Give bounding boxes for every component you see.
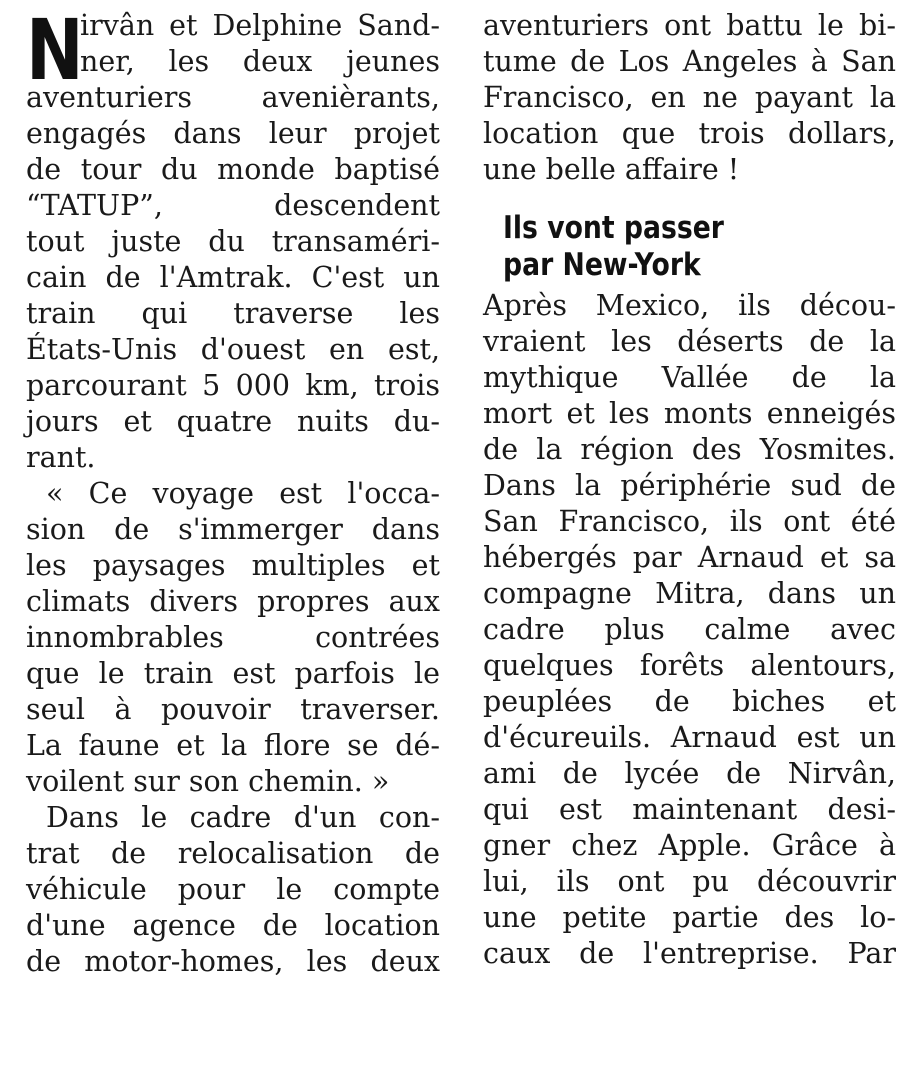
text-line: hébergés par Arnaud et sa [483, 541, 896, 574]
text-line: les paysages multiples et [26, 549, 440, 582]
section-heading [503, 210, 896, 284]
text-line: irvân et Delphine Sand- [80, 9, 440, 42]
text-line: tume de Los Angeles à San [483, 45, 896, 78]
text-line: voilent sur son chemin. » [26, 765, 390, 798]
text-line: compagne Mitra, dans un [483, 577, 896, 610]
text-line: de la région des Yosmites. [483, 433, 896, 466]
text-line: aventuriers ont battu le bi- [483, 9, 896, 42]
text-line: peuplées de biches et [483, 685, 896, 718]
paragraph-continuation [483, 8, 896, 188]
paragraph-relocation [26, 800, 440, 980]
text-line: d'une agence de location [26, 909, 440, 942]
text-line: caux de l'entreprise. Par [483, 937, 896, 970]
text-line: vraient les déserts de la [483, 325, 896, 358]
text-line: San Francisco, ils ont été [483, 505, 896, 538]
text-line: train qui traverse les [26, 297, 440, 330]
text-line: Après Mexico, ils décou- [483, 289, 896, 322]
text-line: Dans la périphérie sud de [483, 469, 896, 502]
heading-line: par New-York [503, 247, 701, 283]
text-line: cain de l'Amtrak. C'est un [26, 261, 440, 294]
text-line: mort et les monts enneigés [483, 397, 896, 430]
text-line: une petite partie des lo- [483, 901, 896, 934]
text-line: trat de relocalisation de [26, 837, 440, 870]
text-line: ami de lycée de Nirvân, [483, 757, 896, 790]
text-line: Dans le cadre d'un con- [46, 801, 440, 834]
text-line: Francisco, en ne payant la [483, 81, 896, 114]
paragraph-intro [26, 1, 440, 476]
drop-cap: N [26, 1, 84, 99]
text-line: jours et quatre nuits du- [26, 405, 440, 438]
text-line: de motor-homes, les deux [26, 945, 440, 978]
text-line: une belle affaire ! [483, 153, 740, 186]
text-line: lui, ils ont pu découvrir [483, 865, 896, 898]
text-line: « Ce voyage est l'occa- [46, 477, 440, 510]
left-column [26, 1, 440, 980]
text-line: sion de s'immerger dans [26, 513, 440, 546]
text-line: que le train est parfois le [26, 657, 440, 690]
right-column [483, 8, 896, 972]
text-line: quelques forêts alentours, [483, 649, 896, 682]
text-line: innombrables contrées [26, 621, 440, 654]
text-line: gner chez Apple. Grâce à [483, 829, 896, 862]
text-line: La faune et la flore se dé- [26, 729, 440, 762]
text-line: location que trois dollars, [483, 117, 896, 150]
text-line: tout juste du transaméri- [26, 225, 440, 258]
text-line: ner, les deux jeunes [80, 45, 440, 78]
text-line: de tour du monde baptisé [26, 153, 440, 186]
heading-line: Ils vont passer [503, 210, 724, 246]
paragraph-travels [483, 288, 896, 972]
text-line: engagés dans leur projet [26, 117, 440, 150]
text-line: d'écureuils. Arnaud est un [483, 721, 896, 754]
text-line: climats divers propres aux [26, 585, 440, 618]
text-line: rant. [26, 441, 96, 474]
text-line: États-Unis d'ouest en est, [26, 333, 440, 366]
text-line: mythique Vallée de la [483, 361, 896, 394]
text-line: parcourant 5 000 km, trois [26, 369, 440, 402]
text-line: qui est maintenant desi- [483, 793, 896, 826]
text-line: cadre plus calme avec [483, 613, 896, 646]
text-line: véhicule pour le compte [26, 873, 440, 906]
paragraph-quote [26, 476, 440, 800]
text-line: aventuriers avenièrants, [26, 81, 440, 114]
text-line: seul à pouvoir traverser. [26, 693, 440, 726]
text-line: “TATUP”, descendent [26, 189, 440, 222]
